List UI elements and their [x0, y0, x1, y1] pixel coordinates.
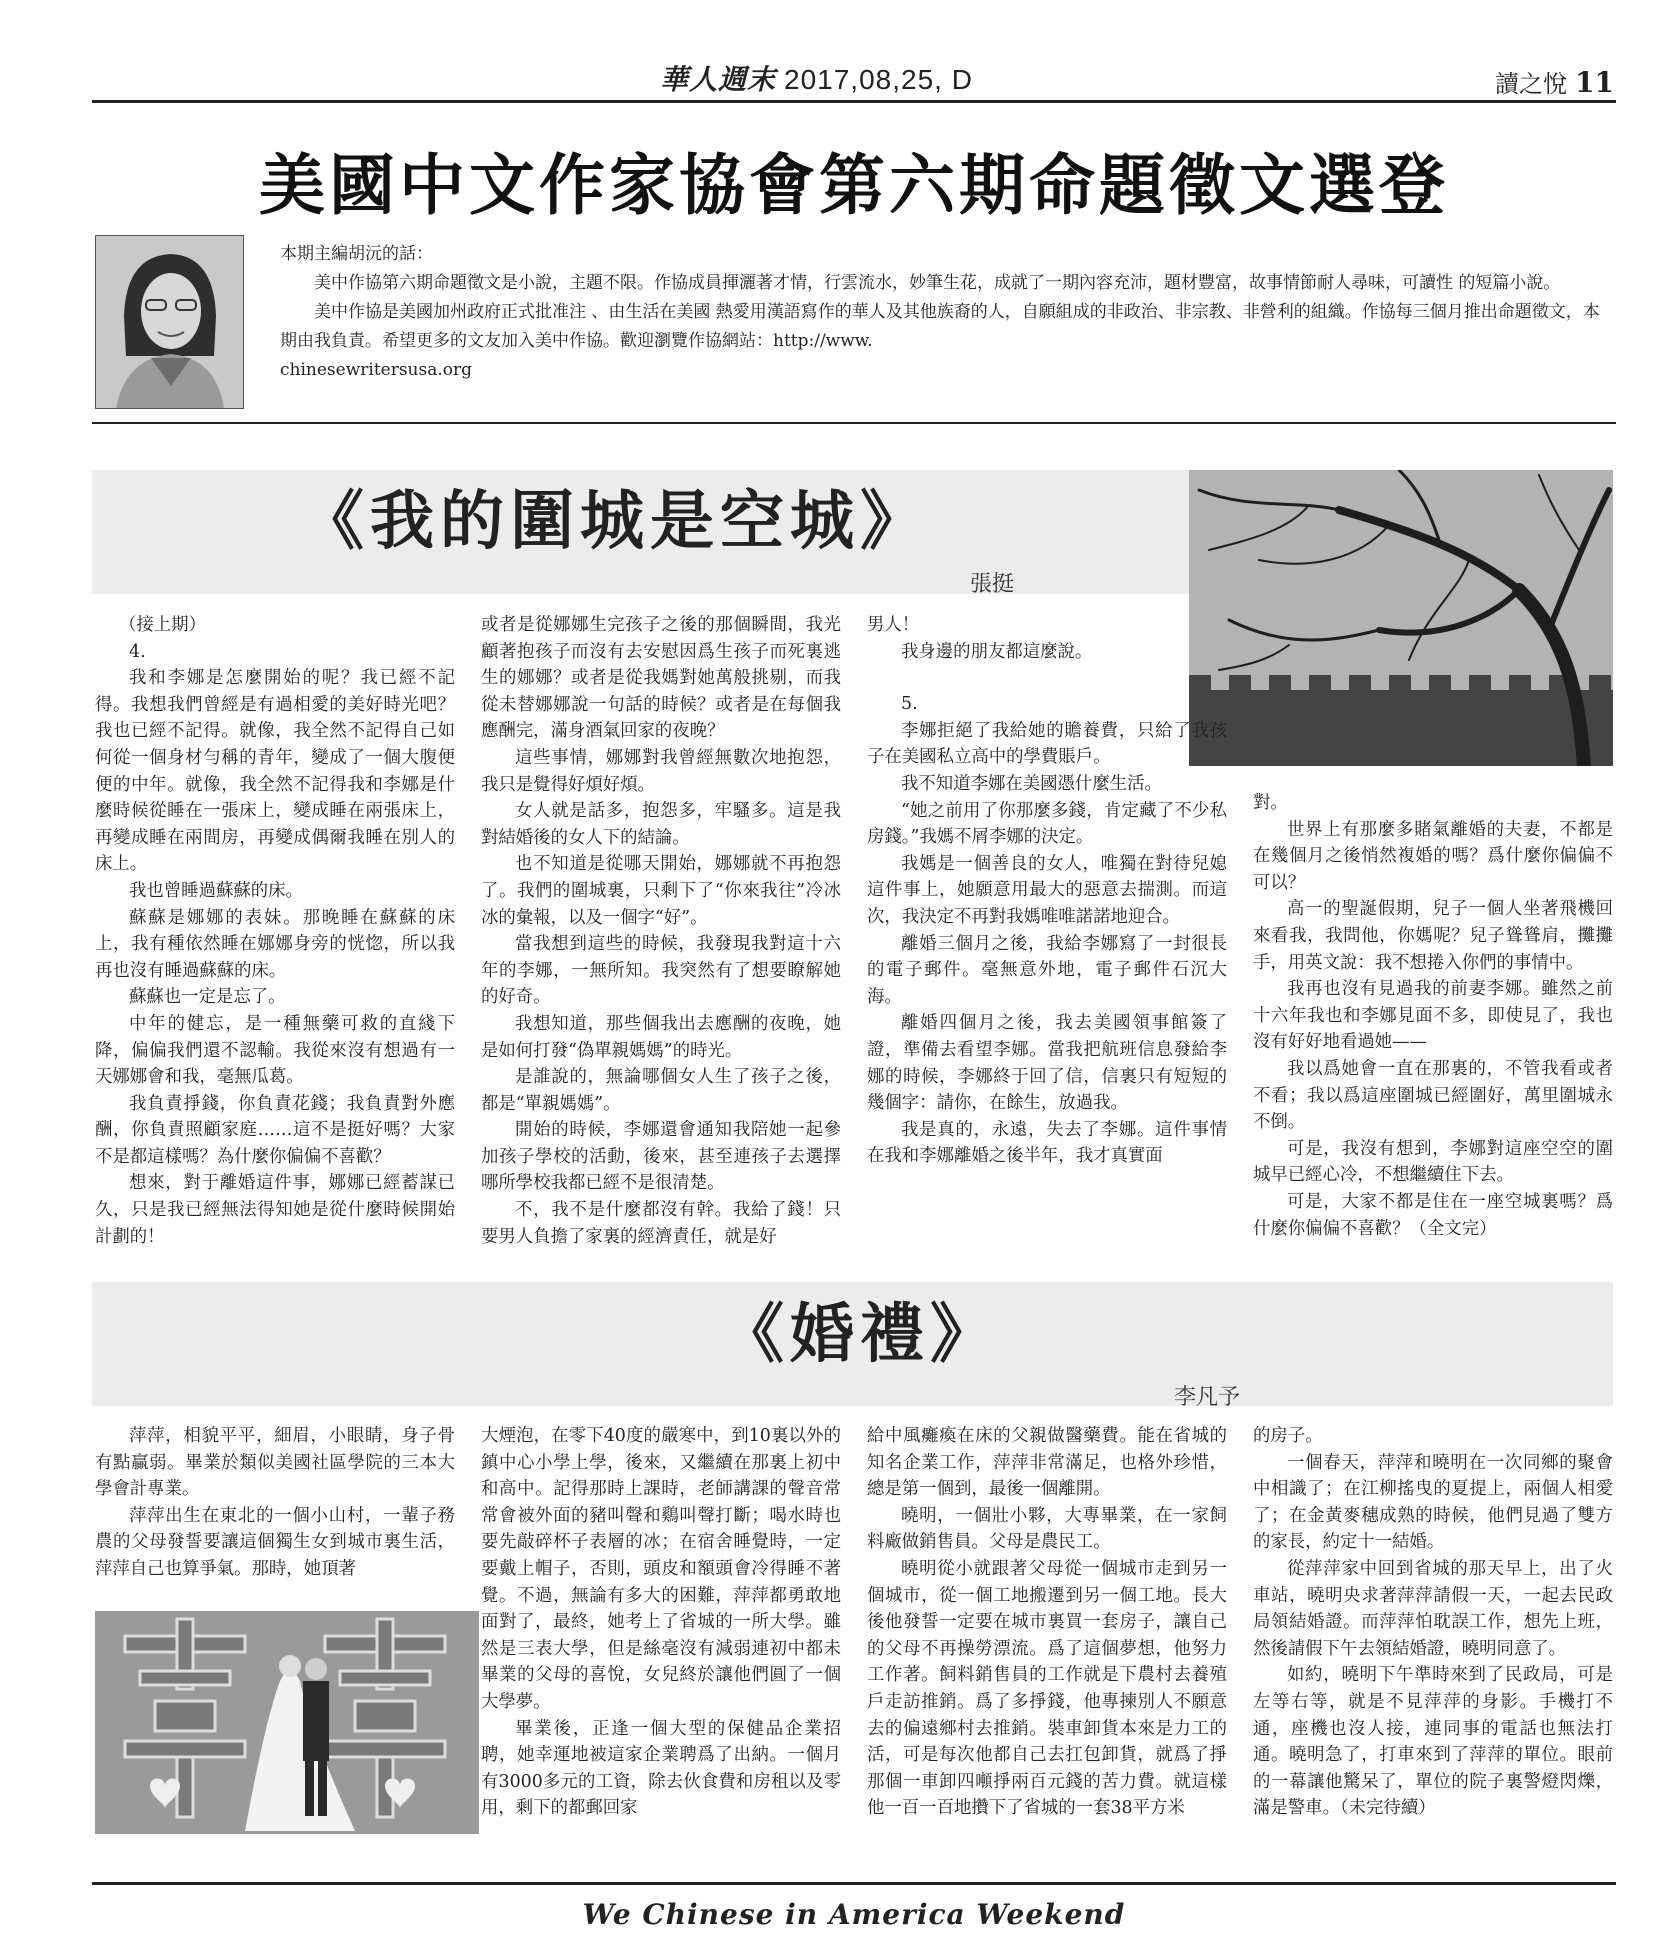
editor-note-para: 美中作協是美國加州政府正式批准注 、由生活在美國 熱愛用漢語寫作的華人及其他族裔的人，自願組成的非政治、非宗教、非營利的組織。作協每三個月推出命題徵文，本期由我負責。希望更多的文友加入美中作協。歡迎瀏覽作協網站：http://www.: [280, 302, 1600, 351]
paragraph: 女人就是話多，抱怨多，牢騷多。這是我對結婚後的女人下的結論。: [481, 801, 841, 848]
paragraph: 萍萍出生在東北的一個小山村，一輩子務農的父母發誓要讓這個獨生女到城市裏生活，萍萍自己也算爭氣。那時，她頂著: [95, 1505, 455, 1579]
paragraph: 如約，曉明下午準時來到了民政局，可是左等右等，就是不見萍萍的身影。手機打不通，座機也沒人接，連同事的電話也無法打通。曉明急了，打車來到了萍萍的單位。眼前的一幕讓他驚呆了，單位的院子裏警燈閃爍，滿是警車。（未完待續）: [1253, 1665, 1613, 1819]
article1-column-1: [95, 612, 455, 1250]
footer-title: We Chinese in America Weekend: [582, 1898, 1126, 1931]
paragraph: 蘇蘇也一定是忘了。: [129, 987, 286, 1008]
issue-date: 2017,08,25, D: [784, 64, 973, 95]
paragraph: 開始的時候，李娜還會通知我陪她一起參加孩子學校的活動，後來，甚至連孩子去選擇哪所學校我都已經不是很清楚。: [481, 1120, 841, 1194]
footer-rule: [92, 1882, 1616, 1885]
paragraph: 曉明，一個壯小夥，大專畢業，在一家飼料廠做銷售員。父母是農民工。: [867, 1505, 1227, 1553]
article1-column-2: [481, 612, 841, 1250]
paragraph: 這些事情，娜娜對我曾經無數次地抱怨，我只是覺得好煩好煩。: [481, 747, 841, 795]
article-title: 《婚禮》: [720, 1297, 1000, 1372]
paragraph: 當我想到這些的時候，我發現我對這十六年的李娜，一無所知。我突然有了想要瞭解她的好奇。: [481, 934, 841, 1008]
paragraph: 我身邊的朋友都這麼說。: [901, 641, 1093, 662]
paragraph: （接上期）: [119, 615, 206, 635]
paragraph: 畢業後，正逢一個大型的保健品企業招聘，她幸運地被這家企業聘爲了出納。一個月有3000多元的工資，除去伙食費和房租以及零用，剩下的都郵回家: [481, 1718, 841, 1819]
page-title: 美國中文作家協會第六期命題徵文選登: [259, 147, 1449, 224]
paragraph: 曉明從小就跟著父母從一個城市走到另一個城市，從一個工地搬遷到另一個工地。長大後他發誓一定要在城市裏買一套房子，讓自己的父母不再操勞漂流。爲了這個夢想，他努力工作著。飼料銷售員的工作就是下農村去養殖戶走訪推銷。爲了多掙錢，他專揀別人不願意去的偏遠鄉村去推銷。裝車卸貨本來是力工的活，可是每次他都自己去扛包卸貨，就爲了掙那個一車卸四噸掙兩百元錢的苦力費。就這樣他一百一百地攢下了省城的一套38平方米: [867, 1558, 1227, 1819]
paragraph: 想來，對于離婚這件事，娜娜已經蓄謀已久，只是我已經無法得知她是從什麼時候開始計劃的！: [95, 1173, 455, 1247]
paragraph: 可是，我沒有想到，李娜對這座空空的圍城早已經心冷，不想繼續住下去。: [1253, 1138, 1613, 1186]
paragraph: 我也曾睡過蘇蘇的床。: [129, 880, 303, 901]
paragraph: 可是，大家不都是住在一座空城裏嗎？爲什麼你偏偏不喜歡？（全文完）: [1253, 1191, 1613, 1239]
editor-photo: [95, 235, 244, 409]
paragraph: 給中風癱瘓在床的父親做醫藥費。能在省城的知名企業工作，萍萍非常滿足，也格外珍惜，總是第一個到，最後一個離開。: [867, 1426, 1227, 1500]
paragraph: [867, 665, 1227, 691]
paragraph: 蘇蘇是娜娜的表妹。那晚睡在蘇蘇的床上，我有種依然睡在娜娜身旁的恍惚，所以我再也沒有睡過蘇蘇的床。: [95, 907, 455, 981]
section-rule: [92, 422, 1616, 424]
paragraph: 我再也沒有見過我的前妻李娜。雖然之前十六年我也和李娜見面不多，即使見了，我也沒有好好地看過她——: [1253, 979, 1613, 1053]
paragraph: 李娜拒絕了我給她的贍養費，只給了我孩子在美國私立高中的學費賬戶。: [867, 720, 1227, 768]
article-author: 張挺: [970, 572, 1015, 597]
paragraph: 4.: [129, 641, 146, 662]
tree-image: [1189, 470, 1613, 766]
paragraph: 我不知道李娜在美國憑什麼生活。: [901, 773, 1162, 794]
paragraph: 離婚四個月之後，我去美國領事館簽了證，準備去看望李娜。當我把航班信息發給李娜的時候，李娜終于回了信，信裏只有短短的幾個字：請你，在餘生，放過我。: [867, 1013, 1227, 1114]
paragraph: 對。: [1253, 793, 1288, 813]
section-header: [1495, 64, 1614, 99]
paragraph: 我負責掙錢，你負責花錢；我負責對外應酬，你負責照顧家庭……這不是挺好嗎？大家不是都這樣嗎？為什麼你偏偏不喜歡？: [95, 1093, 455, 1167]
paragraph: 萍萍，相貌平平，細眉，小眼睛，身子骨有點贏弱。畢業於類似美國社區學院的三本大學會計專業。: [95, 1426, 455, 1500]
paragraph: 一個春天，萍萍和曉明在一次同鄉的聚會中相識了；在江柳搖曳的夏提上，兩個人相愛了；在金黃麥穗成熟的時候，他們見過了雙方的家長，約定十一結婚。: [1253, 1452, 1613, 1553]
publication-name: 華人週末: [660, 63, 777, 96]
paragraph: 離婚三個月之後，我給李娜寫了一封很長的電子郵件。毫無意外地，電子郵件石沉大海。: [867, 933, 1227, 1007]
article2-column-4: [1253, 1423, 1613, 1822]
wedding-image: [95, 1611, 479, 1834]
header-rule: [92, 100, 1616, 103]
article-title: 《我的圍城是空城》: [300, 484, 930, 559]
paragraph: 我和李娜是怎麼開始的呢？我已經不記得。我想我們曾經是有過相愛的美好時光吧？我也已經不記得。就像，我全然不記得自己如何從一個身材勻稱的青年，變成了一個大腹便便的中年。就像，我全然不記得我和李娜是什麼時候從睡在一張床上，變成睡在兩張床上，再變成睡在兩間房，再變成偶爾我睡在別人的床上。: [95, 668, 455, 875]
paragraph: 我媽是一個善良的女人，唯獨在對待兒媳這件事上，她願意用最大的惡意去揣測。而這次，我決定不再對我媽唯唯諾諾地迎合。: [867, 853, 1227, 927]
page-number: 11: [1575, 66, 1614, 99]
paragraph: 男人！: [867, 615, 920, 635]
editor-note-heading: 本期主編胡沅的話：: [280, 244, 433, 264]
paragraph: 我以爲她會一直在那裏的，不管我看或者不看；我以爲這座圍城已經圍好，萬里圍城永不倒。: [1253, 1058, 1613, 1133]
article2-column-3: [867, 1423, 1227, 1822]
tree-wall-photo: [1189, 470, 1613, 766]
paragraph: “她之前用了你那麼多錢，肯定藏了不少私房錢。”我媽不屑李娜的決定。: [867, 800, 1227, 848]
paragraph: 不，我不是什麼都沒有幹。我給了錢！只要男人負擔了家裏的經濟責任，就是好: [481, 1200, 841, 1247]
article1-column-4: [1253, 790, 1613, 1242]
editor-note-para: 美中作協第六期命題徵文是小說，主題不限。作協成員揮灑著才情，行雲流水，妙筆生花，成就了一期內容充沛，題材豐富，故事情節耐人尋味，可讀性 的短篇小說。: [314, 273, 1561, 293]
paragraph: 也不知道是從哪天開始，娜娜就不再抱怨了。我們的圍城裏，只剩下了“你來我往”冷冰冰的彙報，以及一個字“好”。: [481, 854, 841, 928]
paragraph: 高一的聖誕假期，兒子一個人坐著飛機回來看我，我問他，你媽呢？兒子聳聳肩，攤攤手，用英文說：我不想捲入你們的事情中。: [1253, 899, 1613, 973]
paragraph: 中年的健忘，是一種無藥可救的直綫下降，偏偏我們還不認輸。我從來沒有想過有一天娜娜會和我，毫無瓜葛。: [95, 1013, 455, 1088]
paragraph: 世界上有那麼多賭氣離婚的夫妻，不都是在幾個月之後悄然複婚的嗎？爲什麼你偏偏不可以？: [1253, 819, 1613, 893]
editor-note: [280, 240, 1616, 385]
article1-column-3: [867, 612, 1227, 1170]
wedding-double-happiness-image: [95, 1611, 479, 1834]
editor-portrait-image: [96, 236, 243, 408]
editor-note-website: chinesewritersusa.org: [280, 360, 473, 380]
section-name: 讀之悅: [1495, 70, 1568, 98]
paragraph: 5.: [901, 694, 918, 715]
article-author: 李凡予: [1174, 1385, 1241, 1410]
paragraph: 我想知道，那些個我出去應酬的夜晚，她是如何打發“偽單親媽媽”的時光。: [481, 1013, 841, 1061]
paragraph: 的房子。: [1253, 1426, 1323, 1446]
paragraph: 或者是從娜娜生完孩子之後的那個瞬間，我光顧著抱孩子而沒有去安慰因爲生孩子而死裏逃生的娜娜？或者是從我媽對她萬般挑剔，而我從未替娜娜說一句話的時候？或者是在每個我應酬完，滿身酒氣回家的夜晚？: [481, 615, 841, 742]
masthead: [660, 58, 973, 98]
article2-column-1: [95, 1423, 455, 1583]
article2-column-2: [481, 1423, 841, 1822]
paragraph: 大煙泡，在零下40度的嚴寒中，到10裏以外的鎮中心小學上學，後來，又繼續在那裏上初中和高中。記得那時上課時，老師講課的聲音常常會被外面的豬叫聲和鷄叫聲打斷；喝水時也要先敲碎杯子表層的冰；在宿舍睡覺時，一定要戴上帽子，否則，頭皮和額頭會冷得睡不著覺。不過，無論有多大的困難，萍萍都勇敢地面對了，最終，她考上了省城的一所大學。雖然是三表大學，但是絲毫沒有減弱連初中都未畢業的父母的喜悅，女兒終於讓他們圓了一個大學夢。: [481, 1426, 841, 1712]
paragraph: 是誰說的，無論哪個女人生了孩子之後，都是“單親媽媽”。: [481, 1067, 841, 1114]
paragraph: 我是真的，永遠，失去了李娜。這件事情在我和李娜離婚之後半年，我才真實面: [867, 1119, 1227, 1167]
paragraph: 從萍萍家中回到省城的那天早上，出了火車站，曉明央求著萍萍請假一天，一起去民政局領結婚證。而萍萍怕耽誤工作，想先上班，然後請假下午去領結婚證，曉明同意了。: [1253, 1558, 1613, 1659]
